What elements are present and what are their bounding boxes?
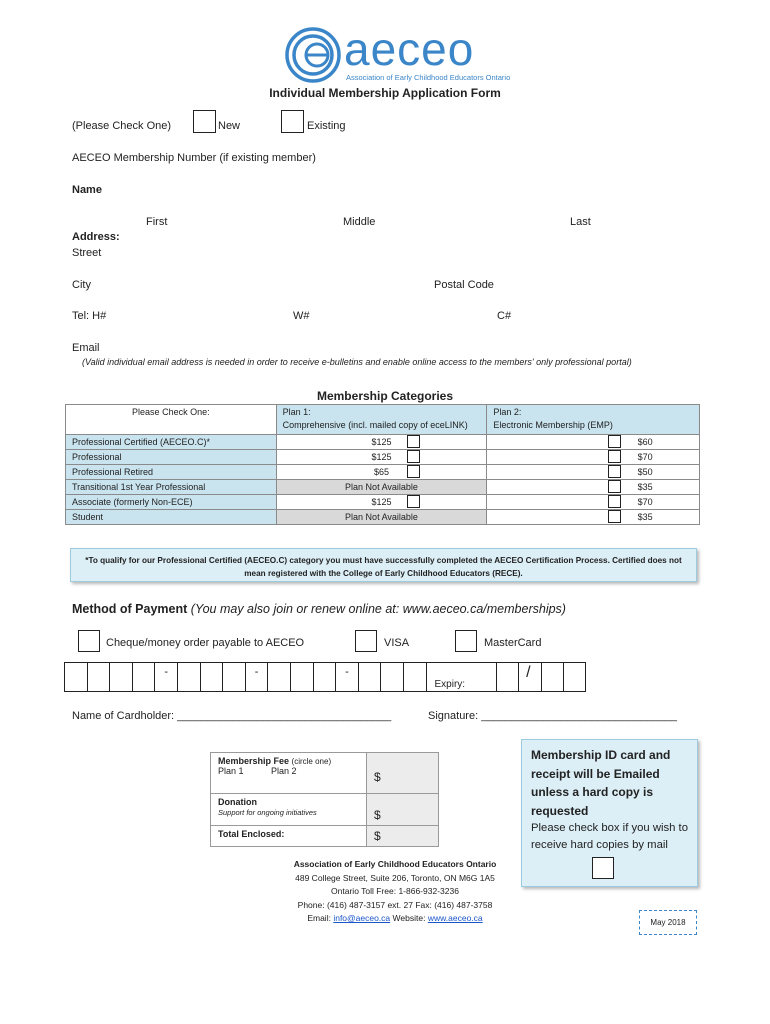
logo-circles-icon [284, 26, 344, 84]
mastercard-checkbox[interactable] [455, 630, 477, 652]
contact-email-link[interactable]: info@aeceo.ca [333, 913, 391, 923]
table-row [66, 480, 700, 495]
table-row [66, 450, 700, 465]
card-dash: - [345, 666, 349, 678]
plan2-checkbox[interactable] [608, 495, 621, 508]
donation-cell [211, 794, 367, 826]
plan2-price: $60 [637, 437, 653, 447]
email-note: (Valid individual email address is needed in order to receive e-bulletins and enable online access to the members' only professional portal) [82, 357, 632, 367]
table-row [66, 435, 700, 450]
new-checkbox[interactable] [193, 110, 216, 133]
head-check-label: Please Check One: [132, 407, 210, 417]
id-card-request: Please check box if you wish to receive hard copies by mail [531, 822, 688, 851]
payment-heading [72, 602, 566, 616]
plan2-checkbox[interactable] [608, 510, 621, 523]
new-label: New [218, 120, 241, 132]
fee-label: Membership Fee [218, 756, 290, 766]
contact-email-label: Email: [307, 913, 331, 923]
expiry-slash: / [526, 664, 531, 681]
hard-copy-checkbox[interactable] [592, 857, 614, 879]
tel-cell-label: C# [497, 310, 512, 322]
fee-plan1-option[interactable]: Plan 1 [218, 766, 244, 776]
table-row [66, 465, 700, 480]
name-label: Name [72, 184, 102, 196]
table-row [66, 495, 700, 510]
existing-checkbox[interactable] [281, 110, 304, 133]
circle-one-note: (circle one) [291, 757, 332, 766]
plan2-checkbox[interactable] [608, 450, 621, 463]
plan2-checkbox[interactable] [608, 480, 621, 493]
city-label: City [72, 279, 91, 291]
street-label: Street [72, 247, 102, 259]
plan1-unavailable: Plan Not Available [276, 510, 487, 525]
category-name: Professional [66, 450, 277, 465]
check-one-label: (Please Check One) [72, 120, 172, 132]
card-dash: - [164, 666, 169, 678]
form-title: Individual Membership Application Form [269, 86, 501, 100]
cardholder-field[interactable]: Name of Cardholder: ___________________________________ [72, 710, 392, 722]
visa-checkbox[interactable] [355, 630, 377, 652]
logo-tagline: Association of Early Childhood Educators Ontario [346, 73, 511, 82]
expiry-label: Expiry: [434, 679, 466, 690]
contact-address: 489 College Street, Suite 206, Toronto, ON M6G 1A5 [295, 872, 495, 883]
plan1-price: $65 [373, 467, 390, 477]
plan1-checkbox[interactable] [407, 495, 420, 508]
card-number-field[interactable] [64, 662, 586, 692]
total-amount[interactable]: $ [367, 826, 439, 847]
contact-website-link[interactable]: www.aeceo.ca [427, 913, 483, 923]
id-card-box [521, 739, 698, 887]
plan1-price: $125 [371, 437, 392, 447]
category-name: Student [66, 510, 277, 525]
plan1-checkbox[interactable] [407, 435, 420, 448]
plan1-price: $125 [371, 452, 392, 462]
category-name: Professional Retired [66, 465, 277, 480]
category-name: Transitional 1st Year Professional [66, 480, 277, 495]
plan1-desc: Comprehensive (incl. mailed copy of eceLINK) [282, 420, 468, 430]
contact-org: Association of Early Childhood Educators Ontario [293, 859, 497, 869]
qualify-note: *To qualify for our Professional Certified (AECEO.C) category you must have successfully completed the AECEO Certification Process. Certified does not mean registered with the College of Early Childhood Educators (RECE). [70, 548, 697, 582]
tel-work-label: W# [293, 310, 310, 322]
contact-tollfree: Ontario Toll Free: 1-866-932-3236 [331, 886, 459, 896]
plan2-price: $70 [637, 452, 653, 462]
plan2-price: $70 [637, 497, 653, 507]
contact-phone: Phone: (416) 487-3157 ext. 27 Fax: (416) 487-3758 [297, 899, 493, 910]
cheque-checkbox[interactable] [78, 630, 100, 652]
card-dash: - [254, 666, 259, 678]
id-card-notice: Membership ID card and receipt will be Emailed unless a hard copy is requested [531, 748, 671, 818]
date-stamp: May 2018 [639, 910, 697, 935]
donation-amount[interactable]: $ [367, 794, 439, 826]
email-label: Email [72, 342, 100, 354]
category-name: Associate (formerly Non-ECE) [66, 495, 277, 510]
payment-subtitle: (You may also join or renew online at: www.aeceo.ca/memberships) [190, 602, 566, 616]
visa-label: VISA [384, 637, 410, 649]
total-label: Total Enclosed: [211, 826, 367, 847]
cheque-label: Cheque/money order payable to AECEO [106, 637, 305, 649]
contact-block [250, 858, 540, 926]
plan1-head-cell [276, 405, 487, 435]
plan2-checkbox[interactable] [608, 465, 621, 478]
membership-number-label: AECEO Membership Number (if existing member) [72, 152, 316, 164]
fee-plan2-option[interactable]: Plan 2 [271, 766, 297, 776]
plan2-title: Plan 2: [493, 407, 522, 417]
table-row [66, 510, 700, 525]
plan2-head-cell [487, 405, 700, 435]
donation-note: Support for ongoing initiatives [218, 808, 317, 817]
head-check-cell [66, 405, 277, 435]
plan1-checkbox[interactable] [407, 465, 420, 478]
last-name-label: Last [570, 216, 591, 228]
tel-home-label: Tel: H# [72, 310, 107, 322]
plan1-checkbox[interactable] [407, 450, 420, 463]
plan2-price: $50 [637, 467, 653, 477]
plan2-price: $35 [637, 512, 653, 522]
address-label: Address: [72, 231, 120, 243]
fee-table [210, 752, 439, 847]
fee-cell [211, 753, 367, 794]
plan1-unavailable: Plan Not Available [276, 480, 487, 495]
existing-label: Existing [307, 120, 346, 132]
plan1-price: $125 [371, 497, 392, 507]
signature-field[interactable]: Signature: ________________________________ [428, 710, 677, 722]
categories-table [65, 404, 700, 525]
categories-title: Membership Categories [316, 389, 454, 403]
plan2-price: $35 [637, 482, 653, 492]
first-name-label: First [146, 216, 168, 228]
postal-code-label: Postal Code [434, 279, 494, 291]
donation-label: Donation [218, 797, 257, 807]
plan2-desc: Electronic Membership (EMP) [493, 420, 613, 430]
plan2-checkbox[interactable] [608, 435, 621, 448]
middle-name-label: Middle [343, 216, 376, 228]
category-name: Professional Certified (AECEO.C)* [66, 435, 277, 450]
logo-wordmark: aeceo [344, 23, 475, 75]
contact-website-label: Website: [392, 913, 426, 923]
fee-amount[interactable]: $ [367, 753, 439, 794]
payment-title: Method of Payment [72, 602, 188, 616]
plan1-title: Plan 1: [282, 407, 311, 417]
mastercard-label: MasterCard [484, 637, 542, 649]
